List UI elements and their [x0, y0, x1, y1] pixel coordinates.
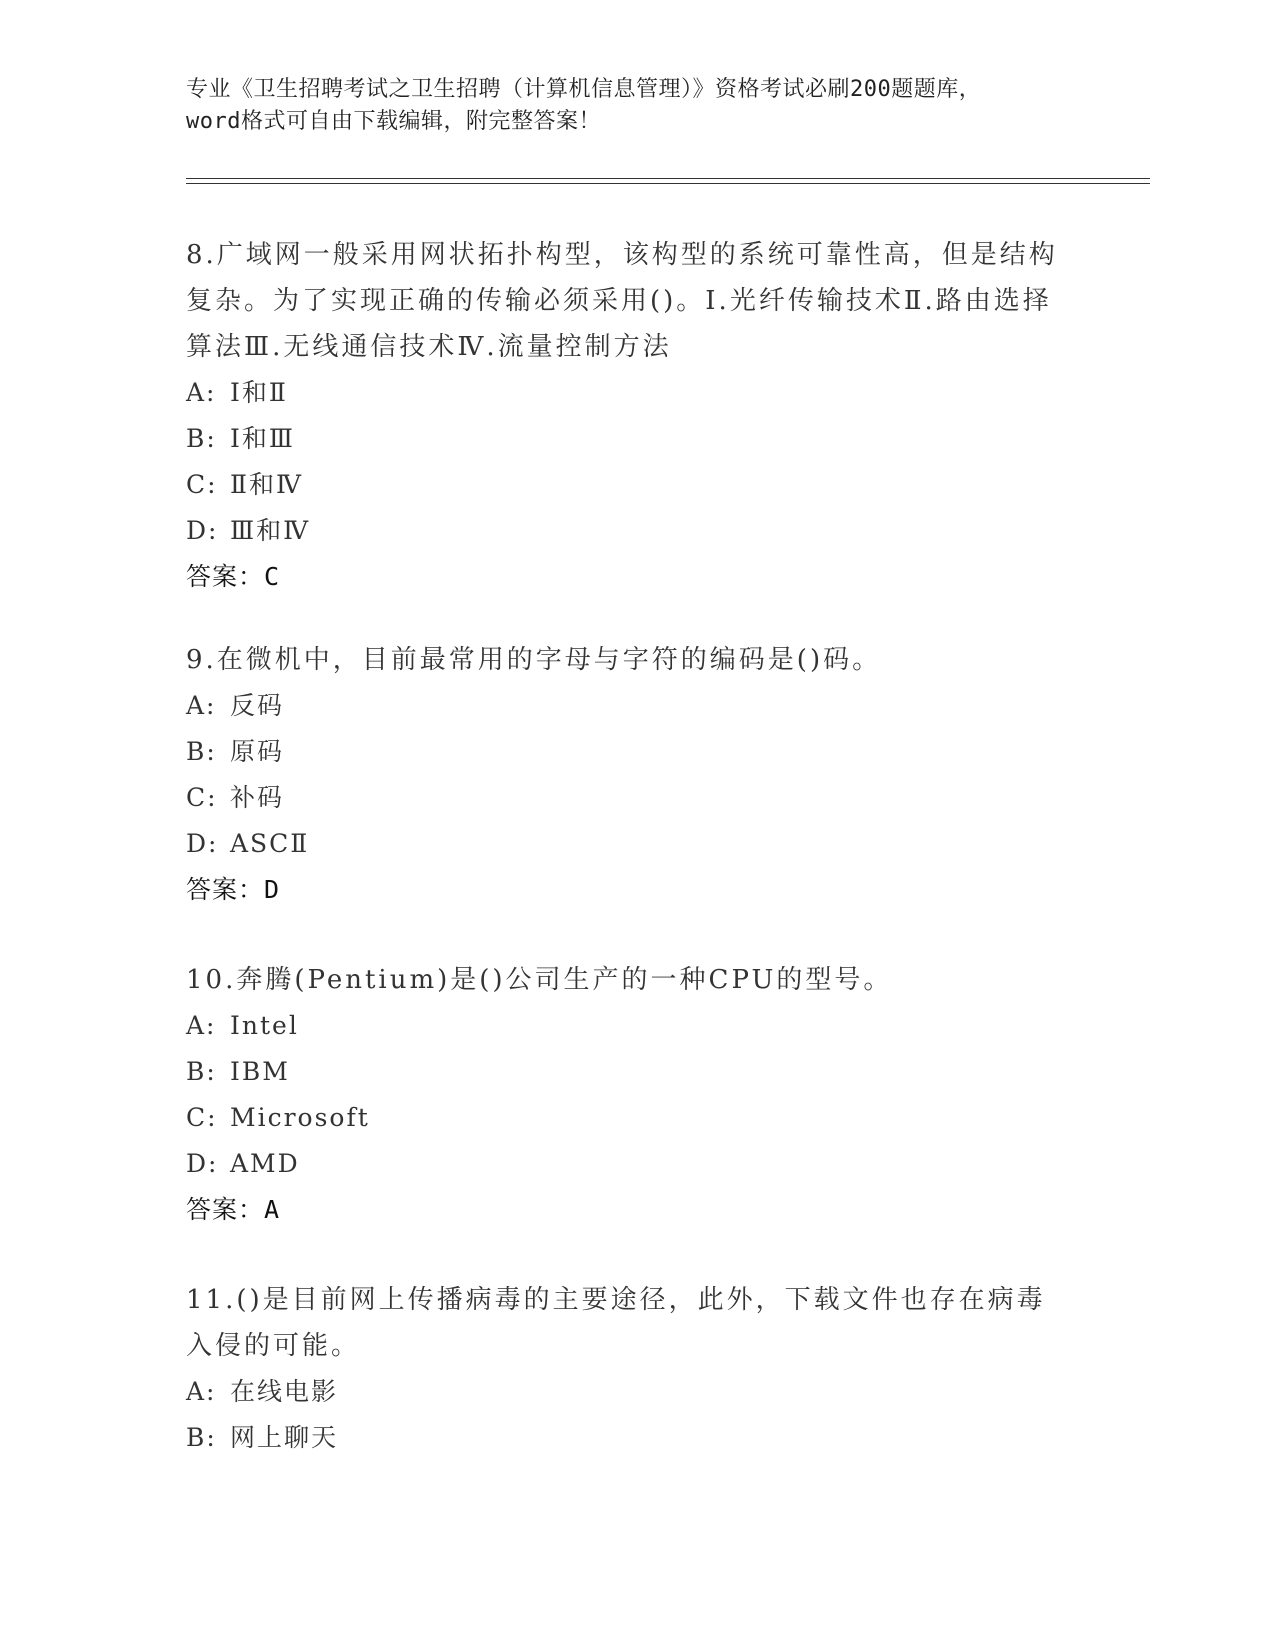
option-a: [186, 1003, 1066, 1049]
option-label: B:: [186, 1057, 217, 1086]
option-label: B:: [186, 737, 217, 766]
answer: [186, 554, 1066, 600]
option-label: B:: [186, 1423, 217, 1452]
option-d: [186, 508, 1066, 554]
option-b: [186, 1049, 1066, 1095]
option-b: [186, 416, 1066, 462]
question-10: [186, 957, 1066, 1233]
option-text: AMD: [230, 1149, 300, 1178]
answer: [186, 1187, 1066, 1233]
header-divider-top: [186, 178, 1150, 179]
option-a: [186, 370, 1066, 416]
option-text: Intel: [230, 1011, 299, 1040]
option-label: A:: [186, 691, 217, 720]
question-9: [186, 637, 1066, 913]
option-a: [186, 1369, 1066, 1415]
option-text: Microsoft: [230, 1103, 370, 1132]
option-label: C:: [186, 470, 218, 499]
option-label: D:: [186, 516, 219, 545]
option-text: Ⅲ和Ⅳ: [230, 516, 311, 545]
answer-label: 答案：: [186, 562, 265, 591]
option-label: A:: [186, 378, 217, 407]
option-c: [186, 462, 1066, 508]
answer-value: D: [264, 875, 281, 904]
option-c: [186, 775, 1066, 821]
option-text: Ⅰ和Ⅲ: [230, 424, 295, 453]
option-text: 网上聊天: [230, 1423, 339, 1452]
header-divider-bottom: [186, 183, 1150, 184]
option-b: [186, 1415, 1066, 1461]
option-d: [186, 1141, 1066, 1187]
question-stem: 8.广域网一般采用网状拓扑构型，该构型的系统可靠性高，但是结构复杂。为了实现正确的传输必须采用()。Ⅰ.光纤传输技术Ⅱ.路由选择算法Ⅲ.无线通信技术Ⅳ.流量控制方法: [186, 240, 1058, 362]
option-text: 在线电影: [230, 1377, 339, 1406]
option-label: C:: [186, 783, 218, 812]
option-text: 补码: [230, 783, 285, 812]
option-d: [186, 821, 1066, 867]
answer-value: A: [264, 1195, 281, 1224]
option-text: 反码: [230, 691, 285, 720]
option-text: 原码: [230, 737, 285, 766]
answer: [186, 867, 1066, 913]
header-line-1: 专业《卫生招聘考试之卫生招聘（计算机信息管理）》资格考试必刷200题题库，: [186, 77, 982, 102]
question-stem: 9.在微机中，目前最常用的字母与字符的编码是()码。: [186, 645, 882, 675]
option-a: [186, 683, 1066, 729]
option-text: Ⅱ和Ⅳ: [230, 470, 303, 499]
question-11: [186, 1277, 1066, 1461]
option-label: D:: [186, 829, 219, 858]
answer-label: 答案：: [186, 875, 265, 904]
question-8: [186, 232, 1066, 600]
option-text: Ⅰ和Ⅱ: [230, 378, 288, 407]
question-stem: 11.()是目前网上传播病毒的主要途径，此外，下载文件也存在病毒入侵的可能。: [186, 1285, 1046, 1361]
question-stem: 10.奔腾(Pentium)是()公司生产的一种CPU的型号。: [186, 965, 893, 995]
option-label: D:: [186, 1149, 219, 1178]
header-line-2: word格式可自由下载编辑，附完整答案！: [186, 109, 601, 134]
option-label: B:: [186, 424, 217, 453]
option-label: A:: [186, 1377, 217, 1406]
document-header: [186, 74, 1086, 138]
answer-label: 答案：: [186, 1195, 265, 1224]
option-c: [186, 1095, 1066, 1141]
option-text: IBM: [230, 1057, 290, 1086]
option-label: C:: [186, 1103, 218, 1132]
answer-value: C: [264, 562, 281, 591]
option-label: A:: [186, 1011, 217, 1040]
option-text: ASCⅡ: [230, 829, 310, 858]
option-b: [186, 729, 1066, 775]
